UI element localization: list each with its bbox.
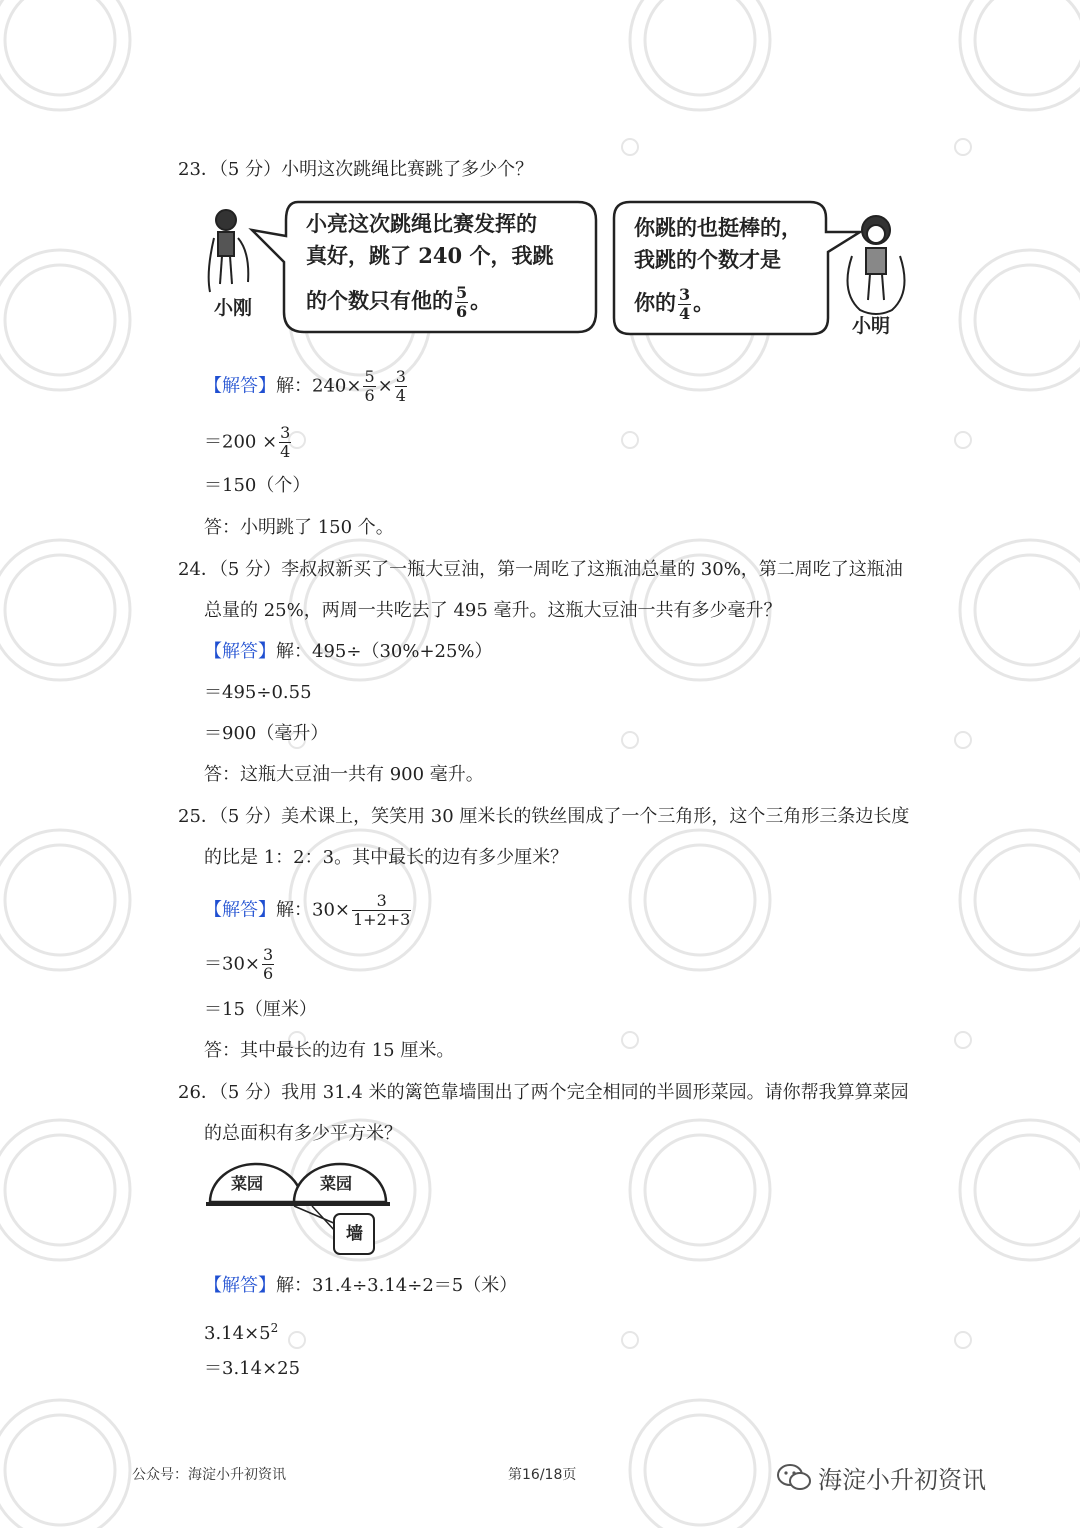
bubble-right-line3: 你的 $\frac{3}{4}$ 。 [634,285,715,323]
q24-question-l2: 总量的 25%，两周一共吃去了 495 毫升。这瓶大豆油一共有多少毫升？ [204,600,782,621]
bubble-left-line2: 真好，跳了 240 个，我跳 [306,243,554,268]
footer-brand: 海淀小升初资讯 [818,1466,986,1494]
q23-step3: ＝150（个） [204,475,311,496]
name-left: 小刚 [214,297,253,319]
wechat-icon [776,1462,812,1492]
q26-step2: $3.14\times 5^2$ [204,1321,279,1344]
bubble-left-line3: 的个数只有他的 $\frac{5}{6}$ 。 [306,283,492,321]
q25-step2: ＝30× $\frac{3}{6}$ [204,945,274,983]
bubble-right-line2: 我跳的个数才是 [634,247,781,272]
q24-answer: 答：这瓶大豆油一共有 900 毫升。 [204,764,484,785]
q25-solution: 【解答】解：30× $\frac{3}{1+2+3}$ [204,891,411,929]
q23-solution: 【解答】解：240× $\frac{5}{6}$ × $\frac{3}{4}$ [204,367,406,405]
bubble-left-line1: 小亮这次跳绳比赛发挥的 [306,211,537,236]
q23-answer: 答：小明跳了 150 个。 [204,517,394,538]
q25-question-l2: 的比是 1：2：3。其中最长的边有多少厘米？ [204,847,569,868]
footer-page-number: 第16/18页 [508,1467,577,1483]
q26-question-l1: 26．（5 分）我用 31.4 米的篱笆靠墙围出了两个完全相同的半圆形菜园。请你帮我算算菜园 [178,1082,909,1103]
q26-solution: 【解答】解：31.4÷3.14÷2＝5（米） [204,1275,518,1296]
q26-question-l2: 的总面积有多少平方米？ [204,1123,402,1144]
garden-label-2: 菜园 [320,1174,353,1193]
q23-step2: ＝200 × $\frac{3}{4}$ [204,423,291,461]
q24-step3: ＝900（毫升） [204,723,329,744]
q24-solution: 【解答】解：495÷（30%+25%） [204,641,493,662]
bubble-right-line1: 你跳的也挺棒的， [634,215,802,240]
q25-question-l1: 25．（5 分）美术课上，笑笑用 30 厘米长的铁丝围成了一个三角形，这个三角形三条边长度 [178,806,910,827]
answer-tag: 【解答】 [204,899,276,921]
footer-account: 公众号：海淀小升初资讯 [132,1467,286,1483]
q23-question: 23．（5 分）小明这次跳绳比赛跳了多少个？ [178,159,534,180]
boy-right-figure [848,216,905,314]
q26-step3: ＝3.14×25 [204,1358,301,1379]
answer-tag: 【解答】 [204,375,276,397]
answer-tag: 【解答】 [204,1275,276,1296]
q25-answer: 答：其中最长的边有 15 厘米。 [204,1040,455,1061]
wall-label: 墙 [346,1224,363,1244]
name-right: 小明 [852,315,891,337]
answer-tag: 【解答】 [204,641,276,662]
q24-step2: ＝495÷0.55 [204,682,312,703]
garden-label-1: 菜园 [231,1174,264,1193]
q24-question-l1: 24．（5 分）李叔叔新买了一瓶大豆油，第一周吃了这瓶油总量的 30%，第二周吃了这瓶油 [178,559,903,580]
q25-step3: ＝15（厘米） [204,999,317,1020]
boy-left-figure [209,210,249,292]
